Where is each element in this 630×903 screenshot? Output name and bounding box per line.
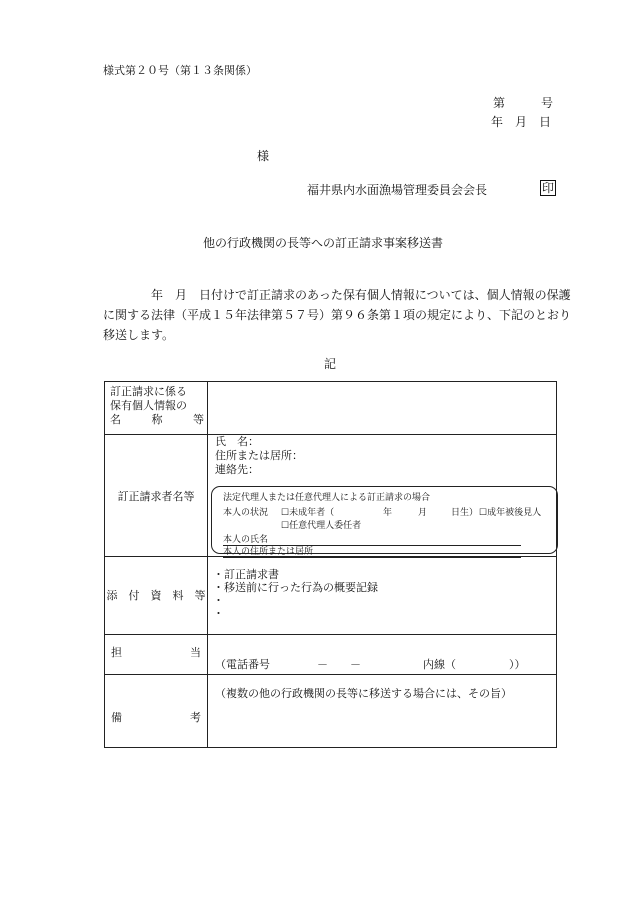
sender-name: 福井県内水面漁場管理委員会会長 (307, 183, 488, 197)
phone-label: （電話番号 (215, 658, 270, 671)
delegate-checkbox[interactable]: ☐任意代理人委任者 (281, 521, 362, 531)
row1-value (209, 384, 210, 385)
seal-text: 印 (542, 181, 555, 195)
extension-label: 内線（ (423, 658, 456, 671)
row1-label (105, 385, 207, 427)
row5-label-right: 考 (190, 711, 201, 724)
attachment-item: ・移送前に行った行為の概要記録 (213, 581, 378, 594)
minor-checkbox[interactable]: ☐未成年者（ (281, 508, 335, 518)
detail-table (104, 381, 557, 748)
doc-number-label: 第 号 (493, 96, 554, 110)
requester-contact-field: 連絡先： (215, 463, 259, 476)
document-title: 他の行政機関の長等への訂正請求事案移送書 (203, 236, 444, 250)
row-divider (105, 674, 556, 675)
requester-address-field: 住所または居所： (215, 449, 303, 462)
row5-label (105, 709, 207, 725)
attachment-item: ・訂正請求書 (213, 568, 279, 581)
row1-label-line: 訂正請求に係る (110, 385, 187, 398)
row-divider (105, 634, 556, 635)
birth-day: 日生） (451, 508, 479, 518)
form-number: 様式第２０号（第１３条関係） (103, 64, 257, 77)
extension-close: ）） (509, 658, 526, 671)
ward-checkbox[interactable]: ☐成年被後見人 (479, 508, 542, 518)
row-divider (105, 434, 556, 435)
date-label: 年 月 日 (491, 115, 552, 129)
principal-address-label: 本人の住所または居所 (223, 544, 521, 558)
row3-label: 添 付 資 料 等 (106, 589, 206, 602)
requester-fields (215, 435, 303, 477)
attachment-item: ・ (213, 607, 224, 620)
attachment-item: ・ (213, 594, 224, 607)
row4-label (105, 644, 207, 660)
row1-label-line: 保有個人情報の (110, 399, 187, 412)
row2-label: 訂正請求者名等 (117, 490, 195, 503)
requester-name-field: 氏 名： (215, 435, 259, 448)
remarks-note: （複数の他の行政機関の長等に移送する場合には、その旨） (215, 687, 512, 700)
phone-dashes: － － (317, 658, 361, 671)
row5-label-left: 備 (111, 711, 122, 724)
row1-label-line: 名 称 等 (110, 413, 204, 426)
row4-label-left: 担 (111, 646, 122, 659)
seal-stamp (540, 180, 556, 196)
table-column-divider (207, 382, 208, 747)
ki-heading: 記 (324, 357, 337, 371)
attachments-list (213, 568, 378, 620)
addressee-suffix: 様 (257, 149, 270, 163)
birth-year: 年 (383, 508, 393, 518)
birth-month: 月 (418, 508, 428, 518)
row4-label-right: 当 (190, 646, 201, 659)
principal-address-line (223, 544, 521, 558)
body-paragraph: 年 月 日付けで訂正請求のあった保有個人情報については、個人情報の保護に関する法律（平成１５年法律第５７号）第９６条第１項の規定により、下記のとおり移送します。 (103, 288, 572, 342)
agent-status-label: 本人の状況 (223, 508, 269, 518)
principal-name-label: 本人の氏名 (223, 532, 521, 546)
agent-heading: 法定代理人または任意代理人による訂正請求の場合 (223, 493, 431, 503)
